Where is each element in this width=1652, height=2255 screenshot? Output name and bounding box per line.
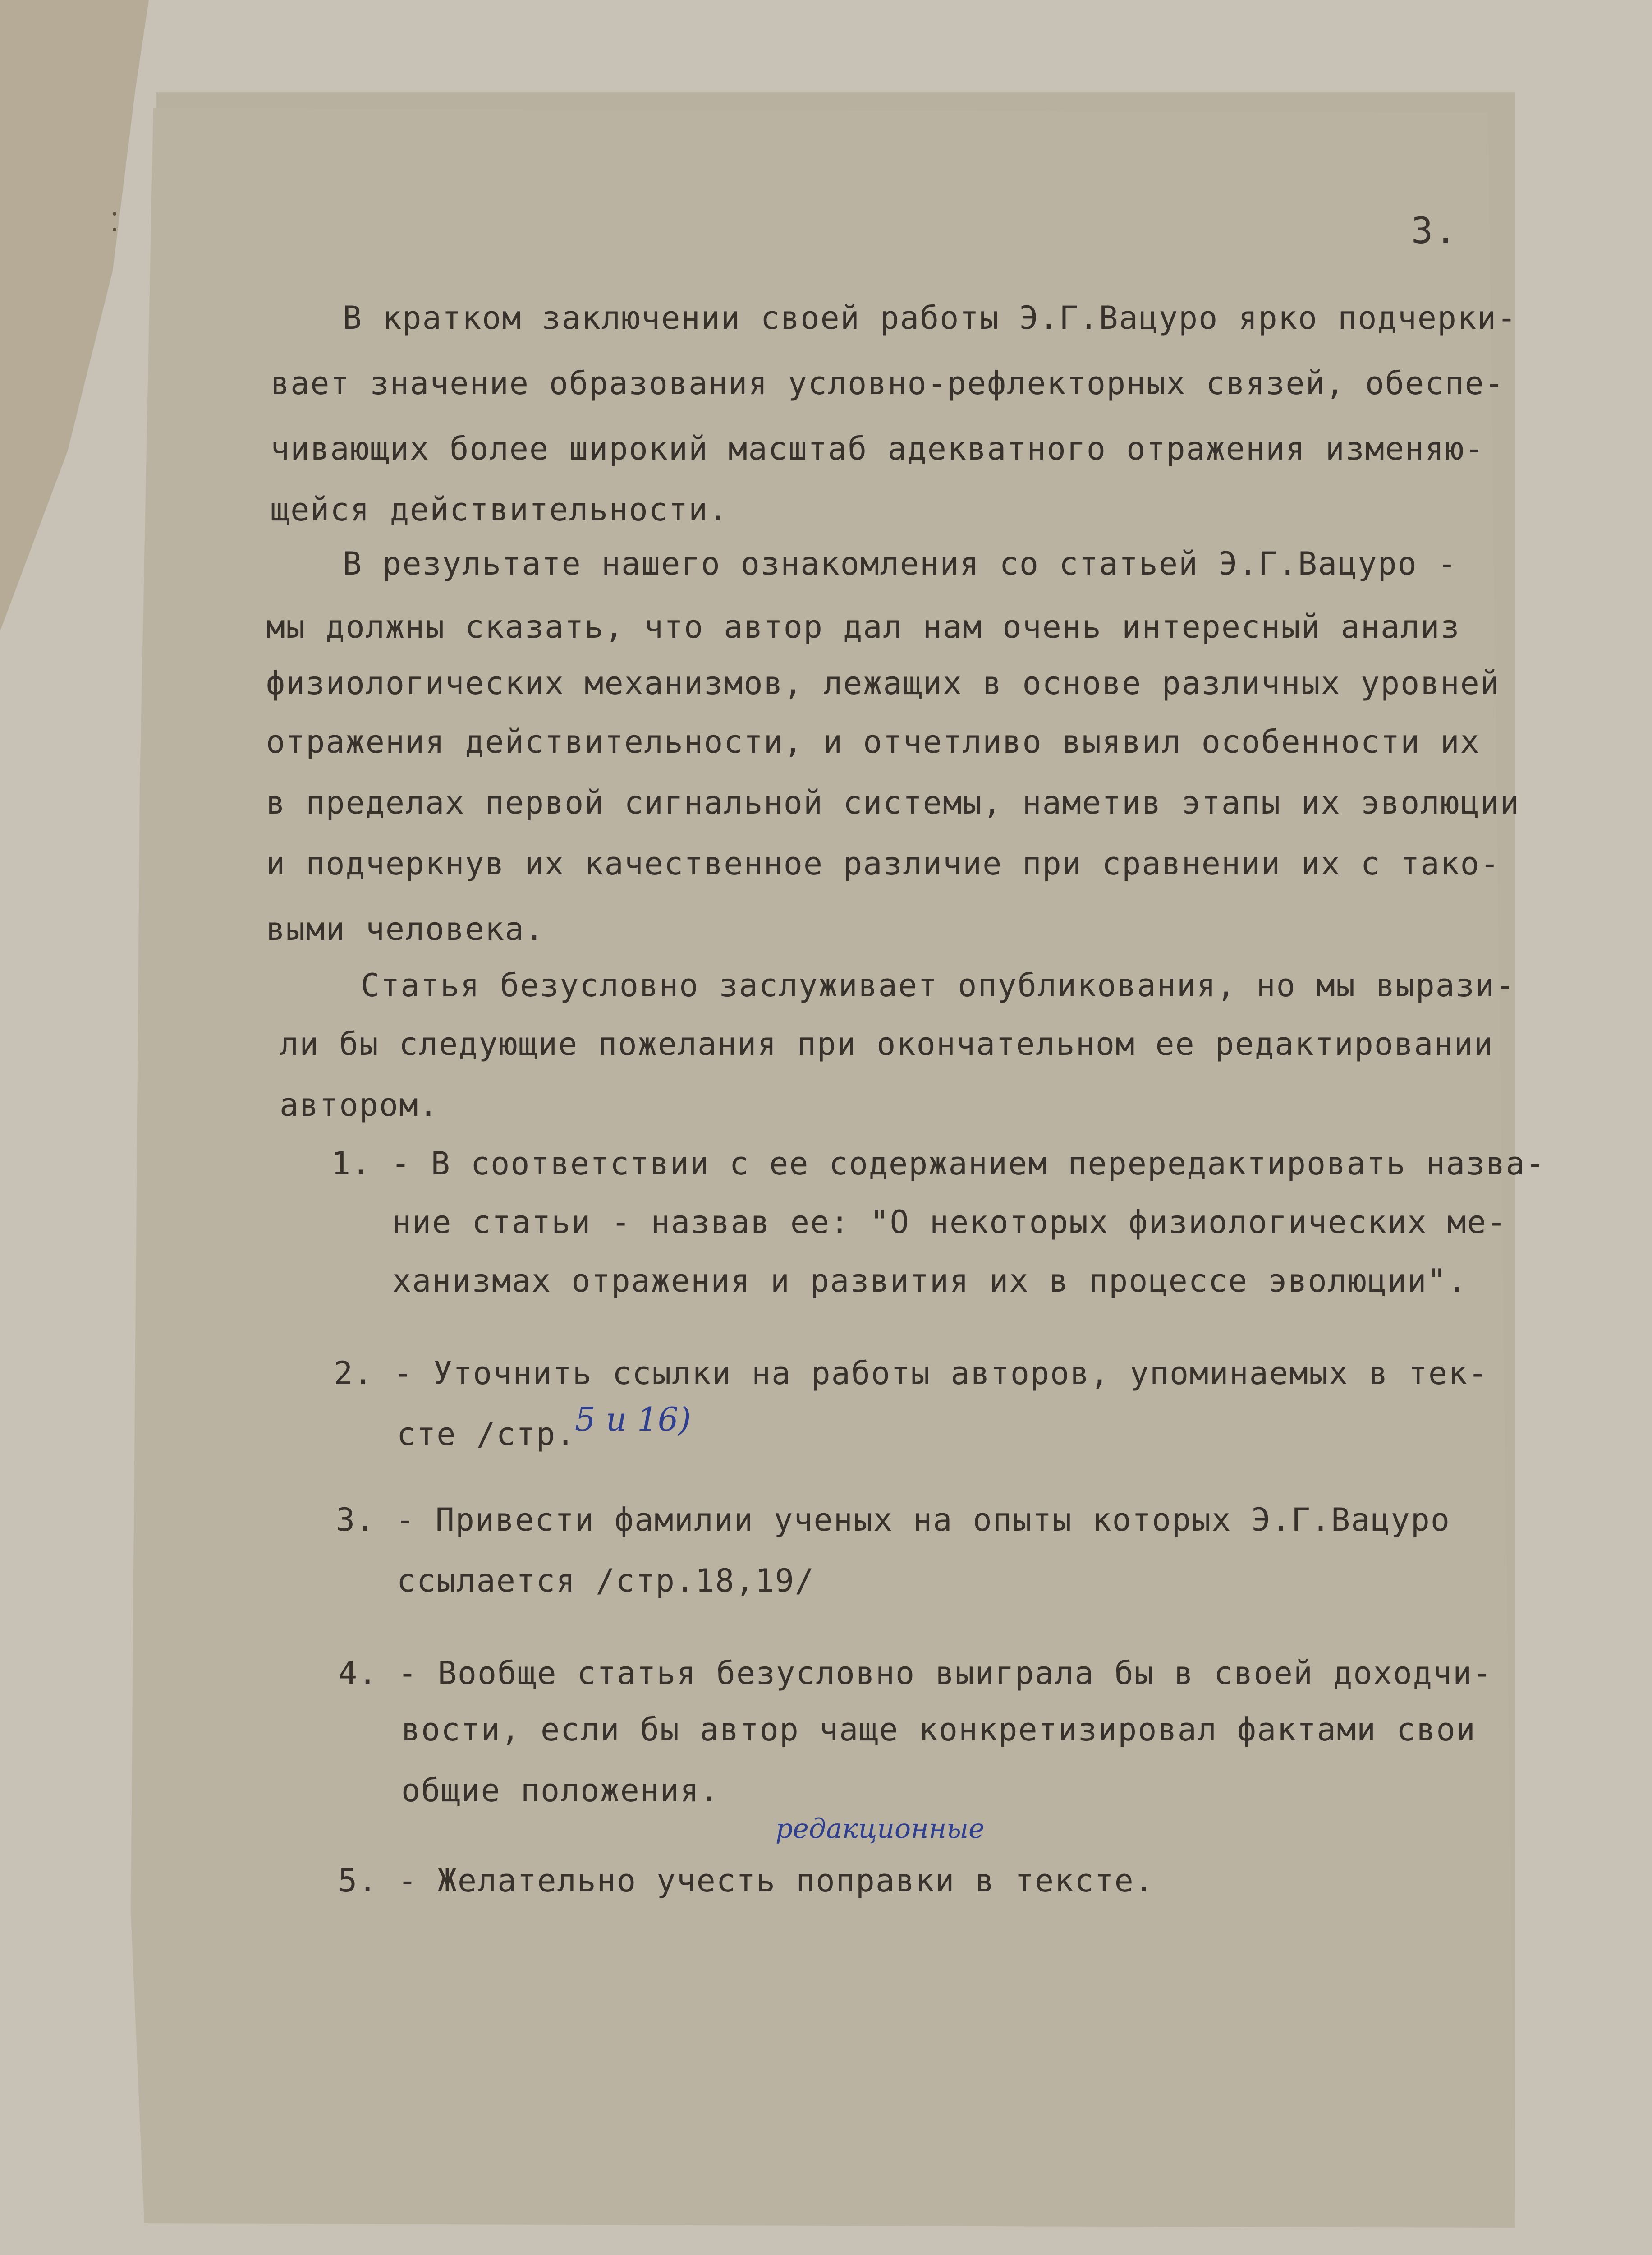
list-item-3-line: ссылается /стр.18,19/ <box>397 1562 815 1599</box>
list-item-2-line: сте /стр. <box>397 1416 576 1453</box>
paragraph1-line: щейся действительности. <box>271 491 729 528</box>
stitch-hole <box>113 228 116 231</box>
list-item-1-line: 1. - В соответствии с ее содержанием перередактировать назва- <box>331 1145 1546 1182</box>
paragraph2-line: выми человека. <box>266 911 545 948</box>
handwritten-insertion: редакционные <box>776 1813 985 1845</box>
handwritten-page-note: 5 и 16) <box>575 1400 691 1438</box>
list-item-4-line: вости, если бы автор чаще конкретизировал фактами свои <box>401 1711 1476 1748</box>
stitch-hole <box>113 212 116 216</box>
list-item-1-line: ханизмах отражения и развития их в процессе эволюции". <box>392 1262 1467 1299</box>
list-item-5-line: 5. - Желательно учесть поправки в тексте. <box>338 1862 1154 1899</box>
paragraph2-line: и подчеркнув их качественное различие при сравнении их с тако- <box>266 845 1500 882</box>
paragraph3-line: Статья безусловно заслуживает опубликования, но мы вырази- <box>361 967 1515 1004</box>
paragraph1-line: чивающих более широкий масштаб адекватного отражения изменяю- <box>271 430 1485 467</box>
list-item-2-line: 2. - Уточнить ссылки на работы авторов, упоминаемых в тек- <box>334 1355 1488 1392</box>
paragraph2-line: мы должны сказать, что автор дал нам очень интересный анализ <box>266 608 1460 645</box>
page-number: 3. <box>1411 210 1459 252</box>
paragraph1-line: вает значение образования условно-рефлекторных связей, обеспе- <box>271 365 1505 402</box>
paragraph3-line: ли бы следующие пожелания при окончательном ее редактировании <box>280 1026 1494 1063</box>
paragraph1-line: В кратком заключении своей работы Э.Г.Вацуро ярко подчерки- <box>343 299 1517 336</box>
paragraph2-line: в пределах первой сигнальной системы, наметив этапы их эволюции <box>266 784 1520 821</box>
paragraph2-line: В результате нашего ознакомления со статьей Э.Г.Вацуро - <box>343 545 1458 582</box>
paragraph2-line: отражения действительности, и отчетливо выявил особенности их <box>266 723 1480 760</box>
list-item-1-line: ние статьи - назвав ее: "О некоторых физиологических ме- <box>392 1204 1507 1241</box>
list-item-4-line: 4. - Вообще статья безусловно выиграла бы в своей доходчи- <box>338 1655 1493 1692</box>
list-item-4-line: общие положения. <box>401 1772 720 1809</box>
paragraph2-line: физиологических механизмов, лежащих в основе различных уровней <box>266 665 1500 702</box>
list-item-3-line: 3. - Привести фамилии ученых на опыты которых Э.Г.Вацуро <box>336 1501 1451 1538</box>
paragraph3-line: автором. <box>280 1086 439 1123</box>
